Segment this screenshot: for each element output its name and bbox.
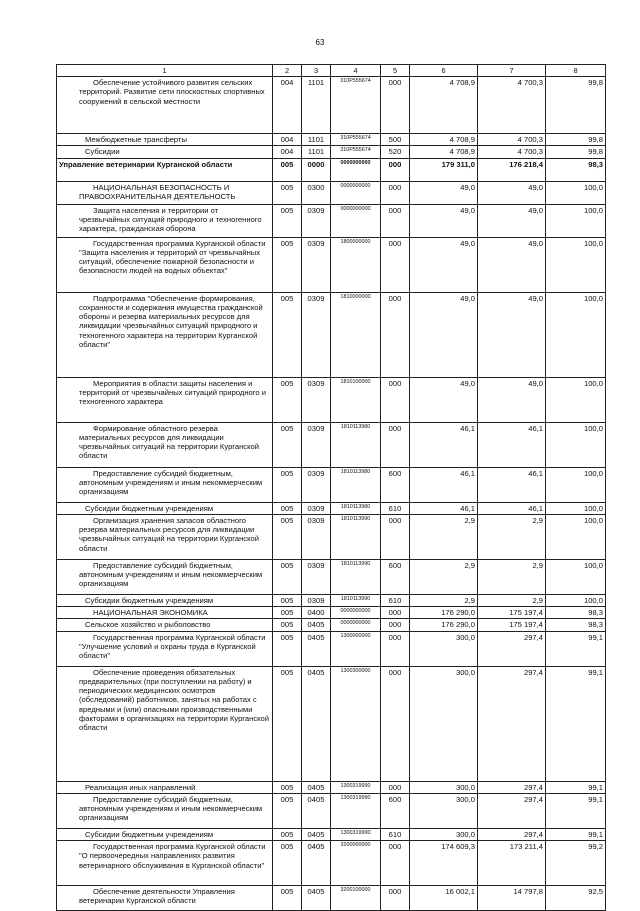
row-plan-cell: 49,0 <box>410 237 478 292</box>
row-fact-cell: 175 197,4 <box>478 619 546 631</box>
row-plan-cell: 300,0 <box>410 793 478 828</box>
row-name-cell: Субсидии бюджетным учреждениям <box>57 502 273 514</box>
row-vr-cell: 000 <box>381 237 410 292</box>
row-vr-cell: 000 <box>381 181 410 204</box>
row-percent-cell: 100,0 <box>546 559 606 594</box>
row-name-cell: Предоставление субсидий бюджетным, автономным учреждениям и иным некоммерческим организациям <box>57 467 273 502</box>
row-rzpr-cell: 0405 <box>302 793 331 828</box>
row-rzpr-cell: 1101 <box>302 134 331 146</box>
row-ved-cell: 005 <box>273 467 302 502</box>
row-percent-cell: 99,1 <box>546 828 606 840</box>
table-row <box>57 841 606 886</box>
row-rzpr-cell: 0309 <box>302 204 331 237</box>
row-name-cell: Государственная программа Курганской области "О первоочередных направлениях развития ветеринарного обслуживания в Курганской области" <box>57 841 273 886</box>
table-row <box>57 422 606 467</box>
row-plan-cell: 300,0 <box>410 631 478 666</box>
row-percent-cell: 99,1 <box>546 666 606 781</box>
table-row <box>57 559 606 594</box>
row-vr-cell: 000 <box>381 607 410 619</box>
table-row <box>57 134 606 146</box>
row-plan-cell: 4 708,9 <box>410 134 478 146</box>
row-csr-cell: 3200100000 <box>331 886 381 911</box>
row-plan-cell: 46,1 <box>410 502 478 514</box>
row-rzpr-cell: 0405 <box>302 619 331 631</box>
row-plan-cell: 49,0 <box>410 204 478 237</box>
row-vr-cell: 610 <box>381 502 410 514</box>
row-ved-cell: 005 <box>273 377 302 422</box>
table-row <box>57 619 606 631</box>
row-plan-cell: 2,9 <box>410 594 478 606</box>
row-percent-cell: 99,2 <box>546 841 606 886</box>
row-fact-cell: 49,0 <box>478 377 546 422</box>
row-name-cell: Предоставление субсидий бюджетным, автономным учреждениям и иным некоммерческим организациям <box>57 559 273 594</box>
row-rzpr-cell: 0309 <box>302 237 331 292</box>
row-name-cell: Защита населения и территории от чрезвычайных ситуаций природного и техногенного характера, гражданская оборона <box>57 204 273 237</box>
row-ved-cell: 005 <box>273 237 302 292</box>
header-cell: 8 <box>546 65 606 77</box>
row-percent-cell: 100,0 <box>546 594 606 606</box>
row-csr-cell: 310P555674 <box>331 77 381 134</box>
row-csr-cell: 310P555674 <box>331 134 381 146</box>
row-percent-cell: 99,1 <box>546 631 606 666</box>
row-ved-cell: 005 <box>273 559 302 594</box>
table-row <box>57 377 606 422</box>
row-name-cell: Субсидии <box>57 146 273 158</box>
row-name-cell: НАЦИОНАЛЬНАЯ БЕЗОПАСНОСТЬ И ПРАВООХРАНИТЕЛЬНАЯ ДЕЯТЕЛЬНОСТЬ <box>57 181 273 204</box>
row-name-cell: Подпрограмма "Обеспечение формирования, сохранности и содержания имущества гражданской обороны и резерва материальных ресурсов для ликвидации чрезвычайных ситуаций природного и техногенного характера на территории Курганской области" <box>57 292 273 377</box>
row-fact-cell: 49,0 <box>478 181 546 204</box>
row-ved-cell: 005 <box>273 828 302 840</box>
row-percent-cell: 100,0 <box>546 514 606 559</box>
row-fact-cell: 297,4 <box>478 666 546 781</box>
table-row <box>57 607 606 619</box>
row-fact-cell: 14 797,8 <box>478 886 546 911</box>
row-name-cell: Реализация иных направлений <box>57 781 273 793</box>
row-csr-cell: 0000000000 <box>331 619 381 631</box>
row-percent-cell: 98,3 <box>546 158 606 181</box>
row-fact-cell: 2,9 <box>478 514 546 559</box>
row-fact-cell: 175 197,4 <box>478 607 546 619</box>
row-name-cell: Субсидии бюджетным учреждениям <box>57 828 273 840</box>
row-name-cell: Предоставление субсидий бюджетным, автономным учреждениям и иным некоммерческим организациям <box>57 793 273 828</box>
row-plan-cell: 174 609,3 <box>410 841 478 886</box>
row-percent-cell: 98,3 <box>546 607 606 619</box>
row-percent-cell: 100,0 <box>546 292 606 377</box>
table-row <box>57 594 606 606</box>
row-csr-cell: 1810000000 <box>331 292 381 377</box>
row-name-cell: Управление ветеринарии Курганской области <box>57 158 273 181</box>
row-vr-cell: 520 <box>381 146 410 158</box>
table-row <box>57 204 606 237</box>
table-row <box>57 666 606 781</box>
page-number: 63 <box>315 38 325 47</box>
header-cell: 2 <box>273 65 302 77</box>
row-rzpr-cell: 0405 <box>302 666 331 781</box>
row-name-cell: Межбюджетные трансферты <box>57 134 273 146</box>
row-rzpr-cell: 1101 <box>302 77 331 134</box>
header-cell: 1 <box>57 65 273 77</box>
row-percent-cell: 99,1 <box>546 793 606 828</box>
row-plan-cell: 49,0 <box>410 377 478 422</box>
row-plan-cell: 176 290,0 <box>410 619 478 631</box>
row-plan-cell: 4 708,9 <box>410 146 478 158</box>
row-csr-cell: 1810113980 <box>331 502 381 514</box>
table-row <box>57 781 606 793</box>
table-row <box>57 237 606 292</box>
row-name-cell: НАЦИОНАЛЬНАЯ ЭКОНОМИКА <box>57 607 273 619</box>
row-fact-cell: 4 700,3 <box>478 77 546 134</box>
row-vr-cell: 000 <box>381 158 410 181</box>
header-cell: 5 <box>381 65 410 77</box>
row-fact-cell: 297,4 <box>478 631 546 666</box>
row-percent-cell: 100,0 <box>546 181 606 204</box>
row-fact-cell: 46,1 <box>478 502 546 514</box>
row-percent-cell: 98,3 <box>546 619 606 631</box>
row-name-cell: Обеспечение проведения обязательных предварительных (при поступлении на работу) и периодических медицинских осмотров (обследований) работников, занятых на работах с вредными и (или) опасными производственными факторами в организациях на территории Курганской области <box>57 666 273 781</box>
row-plan-cell: 49,0 <box>410 181 478 204</box>
row-vr-cell: 000 <box>381 77 410 134</box>
row-fact-cell: 49,0 <box>478 237 546 292</box>
row-fact-cell: 297,4 <box>478 793 546 828</box>
row-ved-cell: 004 <box>273 146 302 158</box>
table-row <box>57 158 606 181</box>
row-name-cell: Обеспечение деятельности Управления ветеринарии Курганской области <box>57 886 273 911</box>
table-row <box>57 631 606 666</box>
row-name-cell: Организация хранения запасов областного резерва материальных ресурсов для ликвидации чрезвычайных ситуаций на территории Курганской области <box>57 514 273 559</box>
row-ved-cell: 005 <box>273 514 302 559</box>
budget-table <box>56 64 606 911</box>
row-ved-cell: 004 <box>273 134 302 146</box>
header-cell: 4 <box>331 65 381 77</box>
row-plan-cell: 2,9 <box>410 559 478 594</box>
row-ved-cell: 005 <box>273 181 302 204</box>
row-rzpr-cell: 0300 <box>302 181 331 204</box>
row-csr-cell: 1810113980 <box>331 467 381 502</box>
table-row <box>57 502 606 514</box>
row-ved-cell: 005 <box>273 793 302 828</box>
row-percent-cell: 99,1 <box>546 781 606 793</box>
table-row <box>57 146 606 158</box>
row-ved-cell: 005 <box>273 607 302 619</box>
row-vr-cell: 500 <box>381 134 410 146</box>
row-rzpr-cell: 0309 <box>302 422 331 467</box>
table-row <box>57 181 606 204</box>
row-rzpr-cell: 0405 <box>302 631 331 666</box>
row-ved-cell: 005 <box>273 666 302 781</box>
row-vr-cell: 000 <box>381 619 410 631</box>
row-vr-cell: 000 <box>381 514 410 559</box>
table-row <box>57 514 606 559</box>
row-csr-cell: 310P555674 <box>331 146 381 158</box>
row-percent-cell: 99,8 <box>546 134 606 146</box>
row-ved-cell: 005 <box>273 422 302 467</box>
row-name-cell: Государственная программа Курганской области "Защита населения и территорий от чрезвычайных ситуаций, обеспечение пожарной безопасности и безопасности людей на водных объектах" <box>57 237 273 292</box>
row-plan-cell: 300,0 <box>410 666 478 781</box>
row-vr-cell: 000 <box>381 422 410 467</box>
row-csr-cell: 0000000000 <box>331 607 381 619</box>
row-fact-cell: 2,9 <box>478 594 546 606</box>
row-fact-cell: 49,0 <box>478 204 546 237</box>
row-plan-cell: 16 002,1 <box>410 886 478 911</box>
table-row <box>57 467 606 502</box>
row-rzpr-cell: 0400 <box>302 607 331 619</box>
row-plan-cell: 179 311,0 <box>410 158 478 181</box>
row-rzpr-cell: 0405 <box>302 841 331 886</box>
row-fact-cell: 173 211,4 <box>478 841 546 886</box>
row-csr-cell: 0000000000 <box>331 181 381 204</box>
row-name-cell: Сельское хозяйство и рыболовство <box>57 619 273 631</box>
row-fact-cell: 297,4 <box>478 828 546 840</box>
row-name-cell: Мероприятия в области защиты населения и территорий от чрезвычайных ситуаций природного и техногенного характера <box>57 377 273 422</box>
row-name-cell: Субсидии бюджетным учреждениям <box>57 594 273 606</box>
row-fact-cell: 176 218,4 <box>478 158 546 181</box>
row-plan-cell: 4 708,9 <box>410 77 478 134</box>
row-percent-cell: 100,0 <box>546 237 606 292</box>
row-ved-cell: 005 <box>273 204 302 237</box>
row-fact-cell: 46,1 <box>478 422 546 467</box>
row-vr-cell: 000 <box>381 841 410 886</box>
row-plan-cell: 46,1 <box>410 422 478 467</box>
row-plan-cell: 176 290,0 <box>410 607 478 619</box>
table-row <box>57 292 606 377</box>
table-row <box>57 886 606 911</box>
row-plan-cell: 49,0 <box>410 292 478 377</box>
row-fact-cell: 4 700,3 <box>478 146 546 158</box>
row-name-cell: Обеспечение устойчивого развития сельских территорий. Развитие сети плоскостных спортивных сооружений в сельской местности <box>57 77 273 134</box>
row-vr-cell: 000 <box>381 781 410 793</box>
row-csr-cell: 1300000000 <box>331 631 381 666</box>
table-row <box>57 77 606 134</box>
row-csr-cell: 1300300000 <box>331 666 381 781</box>
row-vr-cell: 610 <box>381 594 410 606</box>
row-percent-cell: 100,0 <box>546 422 606 467</box>
row-rzpr-cell: 0309 <box>302 377 331 422</box>
row-fact-cell: 4 700,3 <box>478 134 546 146</box>
row-vr-cell: 000 <box>381 631 410 666</box>
row-rzpr-cell: 0000 <box>302 158 331 181</box>
row-plan-cell: 300,0 <box>410 828 478 840</box>
row-percent-cell: 100,0 <box>546 377 606 422</box>
table-row <box>57 793 606 828</box>
row-rzpr-cell: 0309 <box>302 502 331 514</box>
row-vr-cell: 000 <box>381 204 410 237</box>
row-rzpr-cell: 0309 <box>302 559 331 594</box>
row-rzpr-cell: 0309 <box>302 467 331 502</box>
header-cell: 3 <box>302 65 331 77</box>
row-rzpr-cell: 0405 <box>302 886 331 911</box>
header-cell: 7 <box>478 65 546 77</box>
table-header-row <box>57 65 606 77</box>
row-csr-cell: 1810100000 <box>331 377 381 422</box>
row-ved-cell: 005 <box>273 619 302 631</box>
row-csr-cell: 1810113990 <box>331 594 381 606</box>
row-fact-cell: 49,0 <box>478 292 546 377</box>
row-vr-cell: 600 <box>381 793 410 828</box>
row-ved-cell: 005 <box>273 631 302 666</box>
row-csr-cell: 1300319990 <box>331 793 381 828</box>
row-vr-cell: 600 <box>381 559 410 594</box>
row-rzpr-cell: 0405 <box>302 781 331 793</box>
row-percent-cell: 100,0 <box>546 502 606 514</box>
row-vr-cell: 000 <box>381 666 410 781</box>
row-csr-cell: 1810113990 <box>331 514 381 559</box>
row-name-cell: Формирование областного резерва материальных ресурсов для ликвидации чрезвычайных ситуаций на территории Курганской области <box>57 422 273 467</box>
row-ved-cell: 004 <box>273 77 302 134</box>
row-fact-cell: 297,4 <box>478 781 546 793</box>
row-csr-cell: 1300319990 <box>331 781 381 793</box>
row-ved-cell: 005 <box>273 502 302 514</box>
header-cell: 6 <box>410 65 478 77</box>
row-fact-cell: 46,1 <box>478 467 546 502</box>
row-csr-cell: 1800000000 <box>331 237 381 292</box>
row-percent-cell: 100,0 <box>546 204 606 237</box>
row-csr-cell: 1300319990 <box>331 828 381 840</box>
row-percent-cell: 99,8 <box>546 146 606 158</box>
row-csr-cell: 1810113990 <box>331 559 381 594</box>
row-rzpr-cell: 0309 <box>302 514 331 559</box>
row-vr-cell: 000 <box>381 292 410 377</box>
row-ved-cell: 005 <box>273 292 302 377</box>
row-rzpr-cell: 0309 <box>302 292 331 377</box>
row-csr-cell: 0000000000 <box>331 204 381 237</box>
row-ved-cell: 005 <box>273 886 302 911</box>
table-body <box>57 65 606 911</box>
row-vr-cell: 000 <box>381 886 410 911</box>
row-percent-cell: 99,8 <box>546 77 606 134</box>
row-vr-cell: 000 <box>381 377 410 422</box>
row-vr-cell: 610 <box>381 828 410 840</box>
row-csr-cell: 3200000000 <box>331 841 381 886</box>
row-rzpr-cell: 0309 <box>302 594 331 606</box>
row-rzpr-cell: 0405 <box>302 828 331 840</box>
row-plan-cell: 46,1 <box>410 467 478 502</box>
row-rzpr-cell: 1101 <box>302 146 331 158</box>
row-name-cell: Государственная программа Курганской области "Улучшение условий и охраны труда в Курганской области" <box>57 631 273 666</box>
row-ved-cell: 005 <box>273 594 302 606</box>
row-vr-cell: 600 <box>381 467 410 502</box>
row-plan-cell: 300,0 <box>410 781 478 793</box>
row-ved-cell: 005 <box>273 841 302 886</box>
row-plan-cell: 2,9 <box>410 514 478 559</box>
row-csr-cell: 0000000000 <box>331 158 381 181</box>
table-row <box>57 828 606 840</box>
row-percent-cell: 92,5 <box>546 886 606 911</box>
row-percent-cell: 100,0 <box>546 467 606 502</box>
row-ved-cell: 005 <box>273 158 302 181</box>
row-fact-cell: 2,9 <box>478 559 546 594</box>
row-csr-cell: 1810113980 <box>331 422 381 467</box>
row-ved-cell: 005 <box>273 781 302 793</box>
